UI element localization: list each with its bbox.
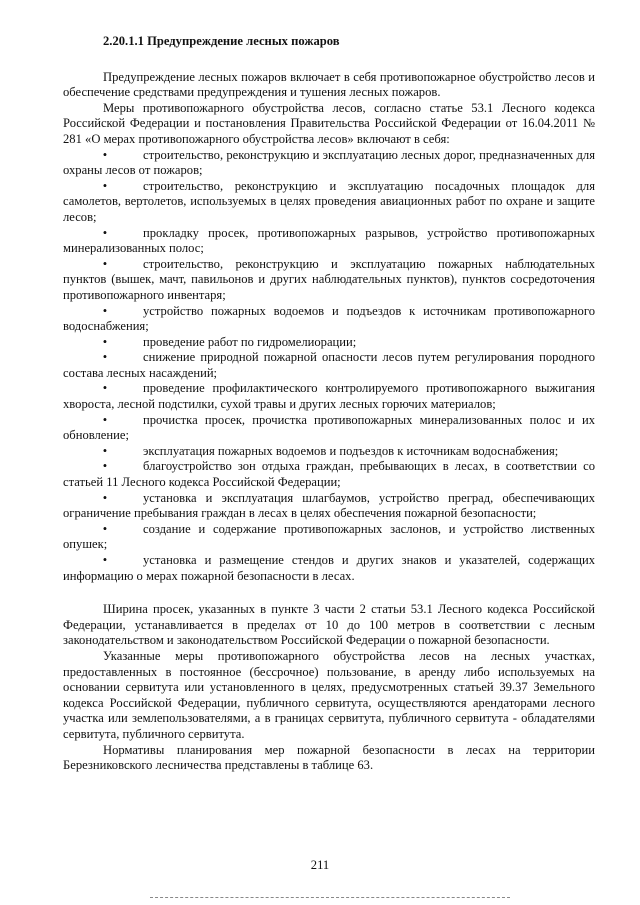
bullet-icon: • <box>102 225 108 240</box>
body-paragraph: Указанные меры противопожарного обустройства лесов на лесных участках, предоставленных в постоянное (бессрочное) пользование, в аренду либо используемых на основании сервитута или установленного в целях, предусмотренных статьей 39.37 Земельного кодекса Российской Федерации, публичного сервитута, осуществляются арендаторами лесного участка или землепользователями, а в границах сервитута, публичного сервитута - обладателями сервитута, публичного сервитута. <box>63 648 595 741</box>
intro-paragraph: Предупреждение лесных пожаров включает в себя противопожарное обустройство лесов и обеспечение средствами предупреждения и тушения лесных пожаров. <box>63 69 595 100</box>
closing-block <box>63 602 595 774</box>
list-item: • установка и эксплуатация шлагбаумов, устройство преград, обеспечивающих ограничение пребывания граждан в лесах в целях обеспечения пожарной безопасности; <box>63 490 595 521</box>
body-paragraph: Ширина просек, указанных в пункте 3 части 2 статьи 53.1 Лесного кодекса Российской Федерации, устанавливается в пределах от 10 до 100 метров в соответствии с лесным законодательством и законодательством Российской Федерации о пожарной безопасности. <box>63 602 595 648</box>
list-item: • создание и содержание противопожарных заслонов, и устройство лиственных опушек; <box>63 521 595 552</box>
bullet-icon: • <box>102 490 108 505</box>
list-item: • снижение природной пожарной опасности лесов путем регулирования породного состава лесных насаждений; <box>63 350 595 380</box>
paragraph-gap <box>63 584 595 602</box>
bullet-icon: • <box>102 553 108 567</box>
bullet-icon: • <box>102 256 108 271</box>
intro-paragraph: Меры противопожарного обустройства лесов, согласно статье 53.1 Лесного кодекса Российской Федерации и постановления Правительства Российской Федерации от 16.04.2011 № 281 «О мерах противопожарного обустройства лесов» включают в себя: <box>63 100 595 146</box>
list-item: • строительство, реконструкцию и эксплуатацию пожарных наблюдательных пунктов (вышек, мачт, павильонов и других наблюдательных пунктов), пунктов сосредоточения противопожарного инвентаря; <box>63 256 595 302</box>
list-item: • строительство, реконструкцию и эксплуатацию лесных дорог, предназначенных для охраны лесов от пожаров; <box>63 147 595 178</box>
list-item: • прочистка просек, прочистка противопожарных минерализованных полос и их обновление; <box>63 412 595 443</box>
bullet-icon: • <box>102 381 108 396</box>
bullet-icon: • <box>102 412 108 427</box>
section-heading: 2.20.1.1 Предупреждение лесных пожаров <box>103 34 340 48</box>
bullet-icon: • <box>102 459 108 474</box>
measures-list <box>63 148 595 585</box>
bullet-icon: • <box>102 147 108 162</box>
list-item: • благоустройство зон отдыха граждан, пребывающих в лесах, в соответствии со статьей 11 Лесного кодекса Российской Федерации; <box>63 459 595 490</box>
scan-edge-line <box>150 897 510 898</box>
document-page <box>63 34 595 774</box>
bullet-icon: • <box>102 303 108 318</box>
bullet-icon: • <box>102 521 108 536</box>
bullet-icon: • <box>102 178 108 193</box>
list-item: • установка и размещение стендов и других знаков и указателей, содержащих информацию о мерах пожарной безопасности в лесах. <box>63 553 595 583</box>
list-item: • проведение работ по гидромелиорации; <box>102 334 357 349</box>
list-item: • устройство пожарных водоемов и подъездов к источникам противопожарного водоснабжения; <box>63 303 595 334</box>
bullet-icon: • <box>102 443 108 458</box>
body-paragraph: Нормативы планирования мер пожарной безопасности в лесах на территории Березниковского лесничества представлены в таблице 63. <box>63 742 595 773</box>
bullet-icon: • <box>102 334 108 349</box>
list-item: • строительство, реконструкцию и эксплуатацию посадочных площадок для самолетов, вертолетов, используемых в целях проведения авиационных работ по охране и защите лесов; <box>63 178 595 224</box>
bullet-icon: • <box>102 350 108 365</box>
page-number: 211 <box>310 858 330 872</box>
list-item: • прокладку просек, противопожарных разрывов, устройство противопожарных минерализованных полос; <box>63 225 595 256</box>
list-item: • проведение профилактического контролируемого противопожарного выжигания хвороста, лесной подстилки, сухой травы и других лесных горючих материалов; <box>63 381 595 412</box>
list-item: • эксплуатация пожарных водоемов и подъездов к источникам водоснабжения; <box>102 443 559 458</box>
intro-block <box>63 70 595 148</box>
